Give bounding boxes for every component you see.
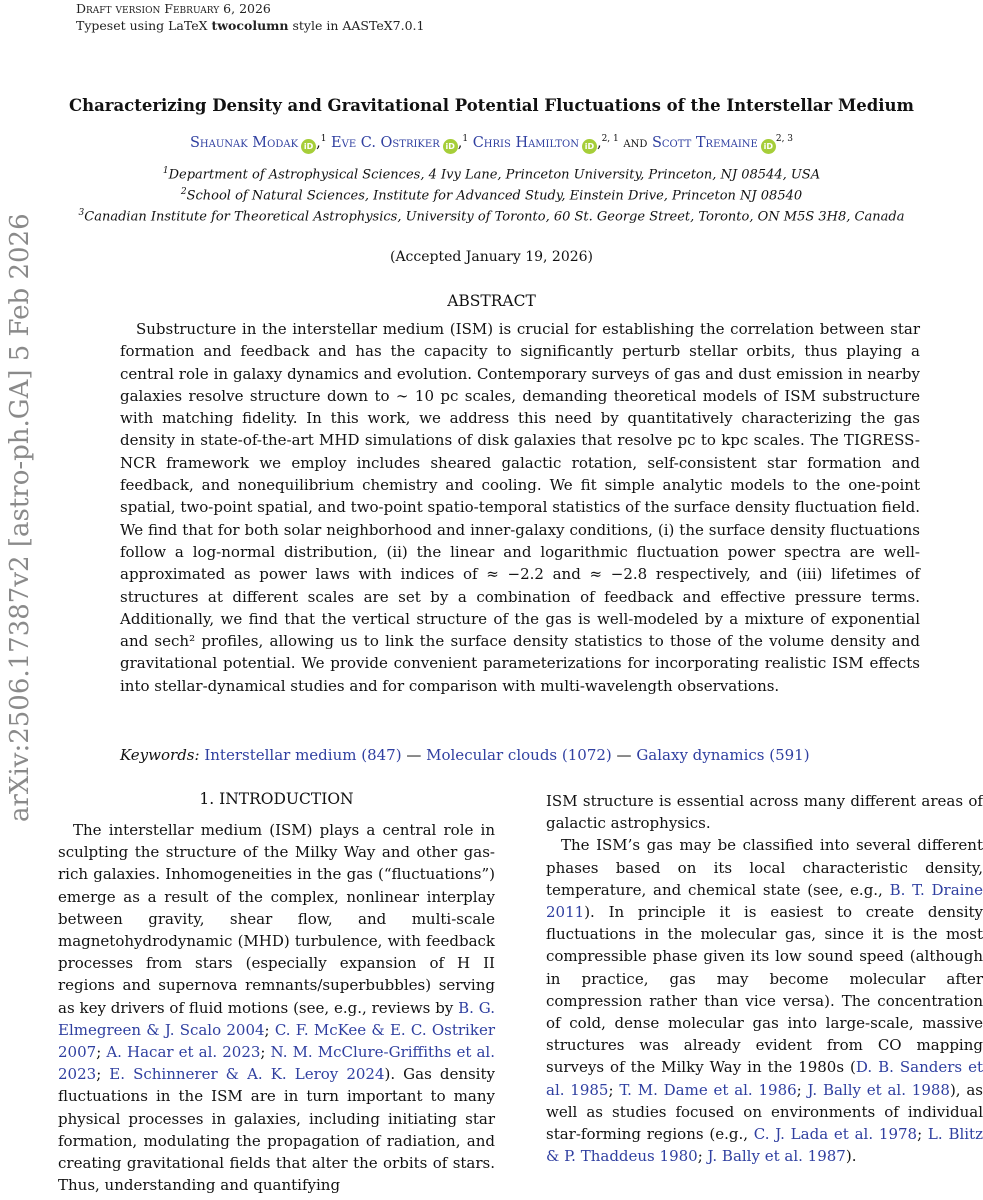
keywords: Keywords: Interstellar medium (847) — Molecular clouds (1072) — Galaxy dynamics (591)	[120, 746, 810, 764]
running-header	[76, 0, 424, 34]
author-link[interactable]: Scott Tremaine	[651, 134, 758, 151]
arxiv-sidebar: arXiv:2506.17387v2 [astro-ph.GA] 5 Feb 2026	[5, 213, 35, 822]
orcid-icon[interactable]: iD	[443, 139, 458, 154]
author-link[interactable]: Shaunak Modak	[189, 134, 299, 151]
citation-link[interactable]: C. J. Lada et al. 1978	[753, 1125, 918, 1144]
keyword-link[interactable]: Galaxy dynamics (591)	[636, 746, 810, 764]
right-column	[546, 790, 983, 1167]
citation-link[interactable]: E. Schinnerer & A. K. Leroy 2024	[109, 1065, 385, 1084]
citation-link[interactable]: J. Bally et al. 1988	[807, 1080, 950, 1099]
paragraph: The interstellar medium (ISM) plays a central role in sculpting the structure of the Milky Way and other gas-rich galaxies. Inhomogeneities in the gas (“fluctuations”) emerge as a result of the complex, nonlinear interplay between gravity, shear flow, and multi-scale magnetohydrodynamic (MHD) turbulence, with feedback processes from stars (especially expansion of H II regions and supernova remnants/superbubbles) serving as key drivers of fluid motions (see, e.g., reviews by B. G. Elmegreen & J. Scalo 2004; C. F. McKee & E. C. Ostriker 2007; A. Hacar et al. 2023; N. M. McClure-Griffiths et al. 2023; E. Schinnerer & A. K. Leroy 2024). Gas density fluctuations in the ISM are in turn important to many physical processes in galaxies, including initiating star formation, modulating the propagation of radiation, and creating gravitational fields that alter the orbits of stars. Thus, understanding and quantifying	[58, 821, 495, 1195]
latex-logo: LaTeX	[168, 18, 208, 33]
affiliation: $^1$Department of Astrophysical Sciences, 4 Ivy Lane, Princeton University, Princeton, NJ 08544, USA	[162, 166, 821, 183]
citation-link[interactable]: A. Hacar et al. 2023	[106, 1043, 261, 1062]
paper-title: Characterizing Density and Gravitational Potential Fluctuations of the Interstellar Medium	[68, 96, 915, 115]
citation-link[interactable]: B. G. Elmegreen & J. Scalo 2004	[58, 998, 495, 1039]
affiliation: $^2$School of Natural Sciences, Institute for Advanced Study, Einstein Drive, Princeton NJ 08540	[180, 187, 803, 204]
paragraph: The ISM’s gas may be classified into several different phases based on its local characteristic density, temperature, and chemical state (see, e.g., B. T. Draine 2011). In principle it is easiest to create density fluctuations in the molecular gas, since it is the most compressible phase given its low sound speed (although in practice, gas may become molecular after compression rather than vice versa). The concentration of cold, dense molecular gas into large-scale, massive structures was already evident from CO mapping surveys of the Milky Way in the 1980s (D. B. Sanders et al. 1985; T. M. Dame et al. 1986; J. Bally et al. 1988), as well as studies focused on environments of individual star-forming regions (e.g., C. J. Lada et al. 1978; L. Blitz & P. Thaddeus 1980; J. Bally et al. 1987).	[546, 836, 983, 1166]
citation-link[interactable]: D. B. Sanders et al. 1985	[546, 1058, 983, 1099]
typeset-line: Typeset using LaTeX twocolumn style in AASTeX7.0.1	[76, 18, 425, 33]
author-list: Shaunak Modak iD ,$^1$ Eve C. Ostriker iD ,$^1$ Chris Hamilton iD ,$^{2, 1}$ and Scott Tremaine iD$^{2, 3}$	[0, 134, 983, 154]
citation-link[interactable]: J. Bally et al. 1987	[707, 1147, 846, 1166]
citation-link[interactable]: C. F. McKee & E. C. Ostriker 2007	[58, 1020, 495, 1062]
citation-link[interactable]: B. T. Draine 2011	[546, 880, 983, 922]
affiliation: $^3$Canadian Institute for Theoretical Astrophysics, University of Toronto, 60 St. George Street, Toronto, ON M5S 3H8, Canada	[78, 208, 905, 225]
keyword-link[interactable]: Interstellar medium (847)	[204, 746, 402, 764]
accepted-date: (Accepted January 19, 2026)	[389, 249, 594, 265]
paragraph: ISM structure is essential across many different areas of galactic astrophysics.	[546, 792, 983, 833]
citation-link[interactable]: T. M. Dame et al. 1986	[619, 1080, 797, 1099]
abstract-heading: ABSTRACT	[447, 292, 536, 310]
author-link[interactable]: Chris Hamilton	[472, 134, 579, 151]
orcid-icon[interactable]: iD	[761, 139, 776, 154]
section-heading: 1. INTRODUCTION	[199, 790, 354, 808]
citation-link[interactable]: N. M. McClure-Griffiths et al. 2023	[58, 1043, 495, 1084]
keyword-link[interactable]: Molecular clouds (1072)	[426, 746, 612, 764]
orcid-icon[interactable]: iD	[582, 139, 597, 154]
orcid-icon[interactable]: iD	[301, 139, 316, 154]
draft-line: Draft version February 6, 2026	[76, 1, 271, 16]
citation-link[interactable]: L. Blitz & P. Thaddeus 1980	[546, 1125, 983, 1166]
abstract-text: Substructure in the interstellar medium (ISM) is crucial for establishing the correlation between star formation and feedback and has the capacity to significantly perturb stellar orbits, thus playing a central role in galaxy dynamics and evolution. Contemporary surveys of gas and dust emission in nearby galaxies resolve structure down to ∼ 10 pc scales, demanding theoretical models of ISM substructure with matching fidelity. In this work, we address this need by quantitatively characterizing the gas density in state-of-the-art MHD simulations of disk galaxies that resolve pc to kpc scales. The TIGRESS-NCR framework we employ includes sheared galactic rotation, self-consistent star formation and feedback, and nonequilibrium chemistry and cooling. We fit simple analytic models to the one-point spatial, two-point spatial, and two-point spatio-temporal statistics of the surface density fluctuation field. We find that for both solar neighborhood and inner-galaxy conditions, (i) the surface density fluctuations follow a log-normal distribution, (ii) the linear and logarithmic fluctuation power spectra are well-approximated as power laws with indices of ≈ −2.2 and ≈ −2.8 respectively, and (iii) lifetimes of structures at different scales are set by a combination of feedback and effective pressure terms. Additionally, we find that the vertical structure of the gas is well-modeled by a mixture of exponential and sech² profiles, allowing us to link the surface density statistics to those of the volume density and gravitational potential. We provide convenient parameterizations for incorporating realistic ISM effects into stellar-dynamical studies and for comparison with multi-wavelength observations.	[120, 320, 920, 695]
author-link[interactable]: Eve C. Ostriker	[331, 134, 440, 151]
left-column	[58, 819, 495, 1196]
